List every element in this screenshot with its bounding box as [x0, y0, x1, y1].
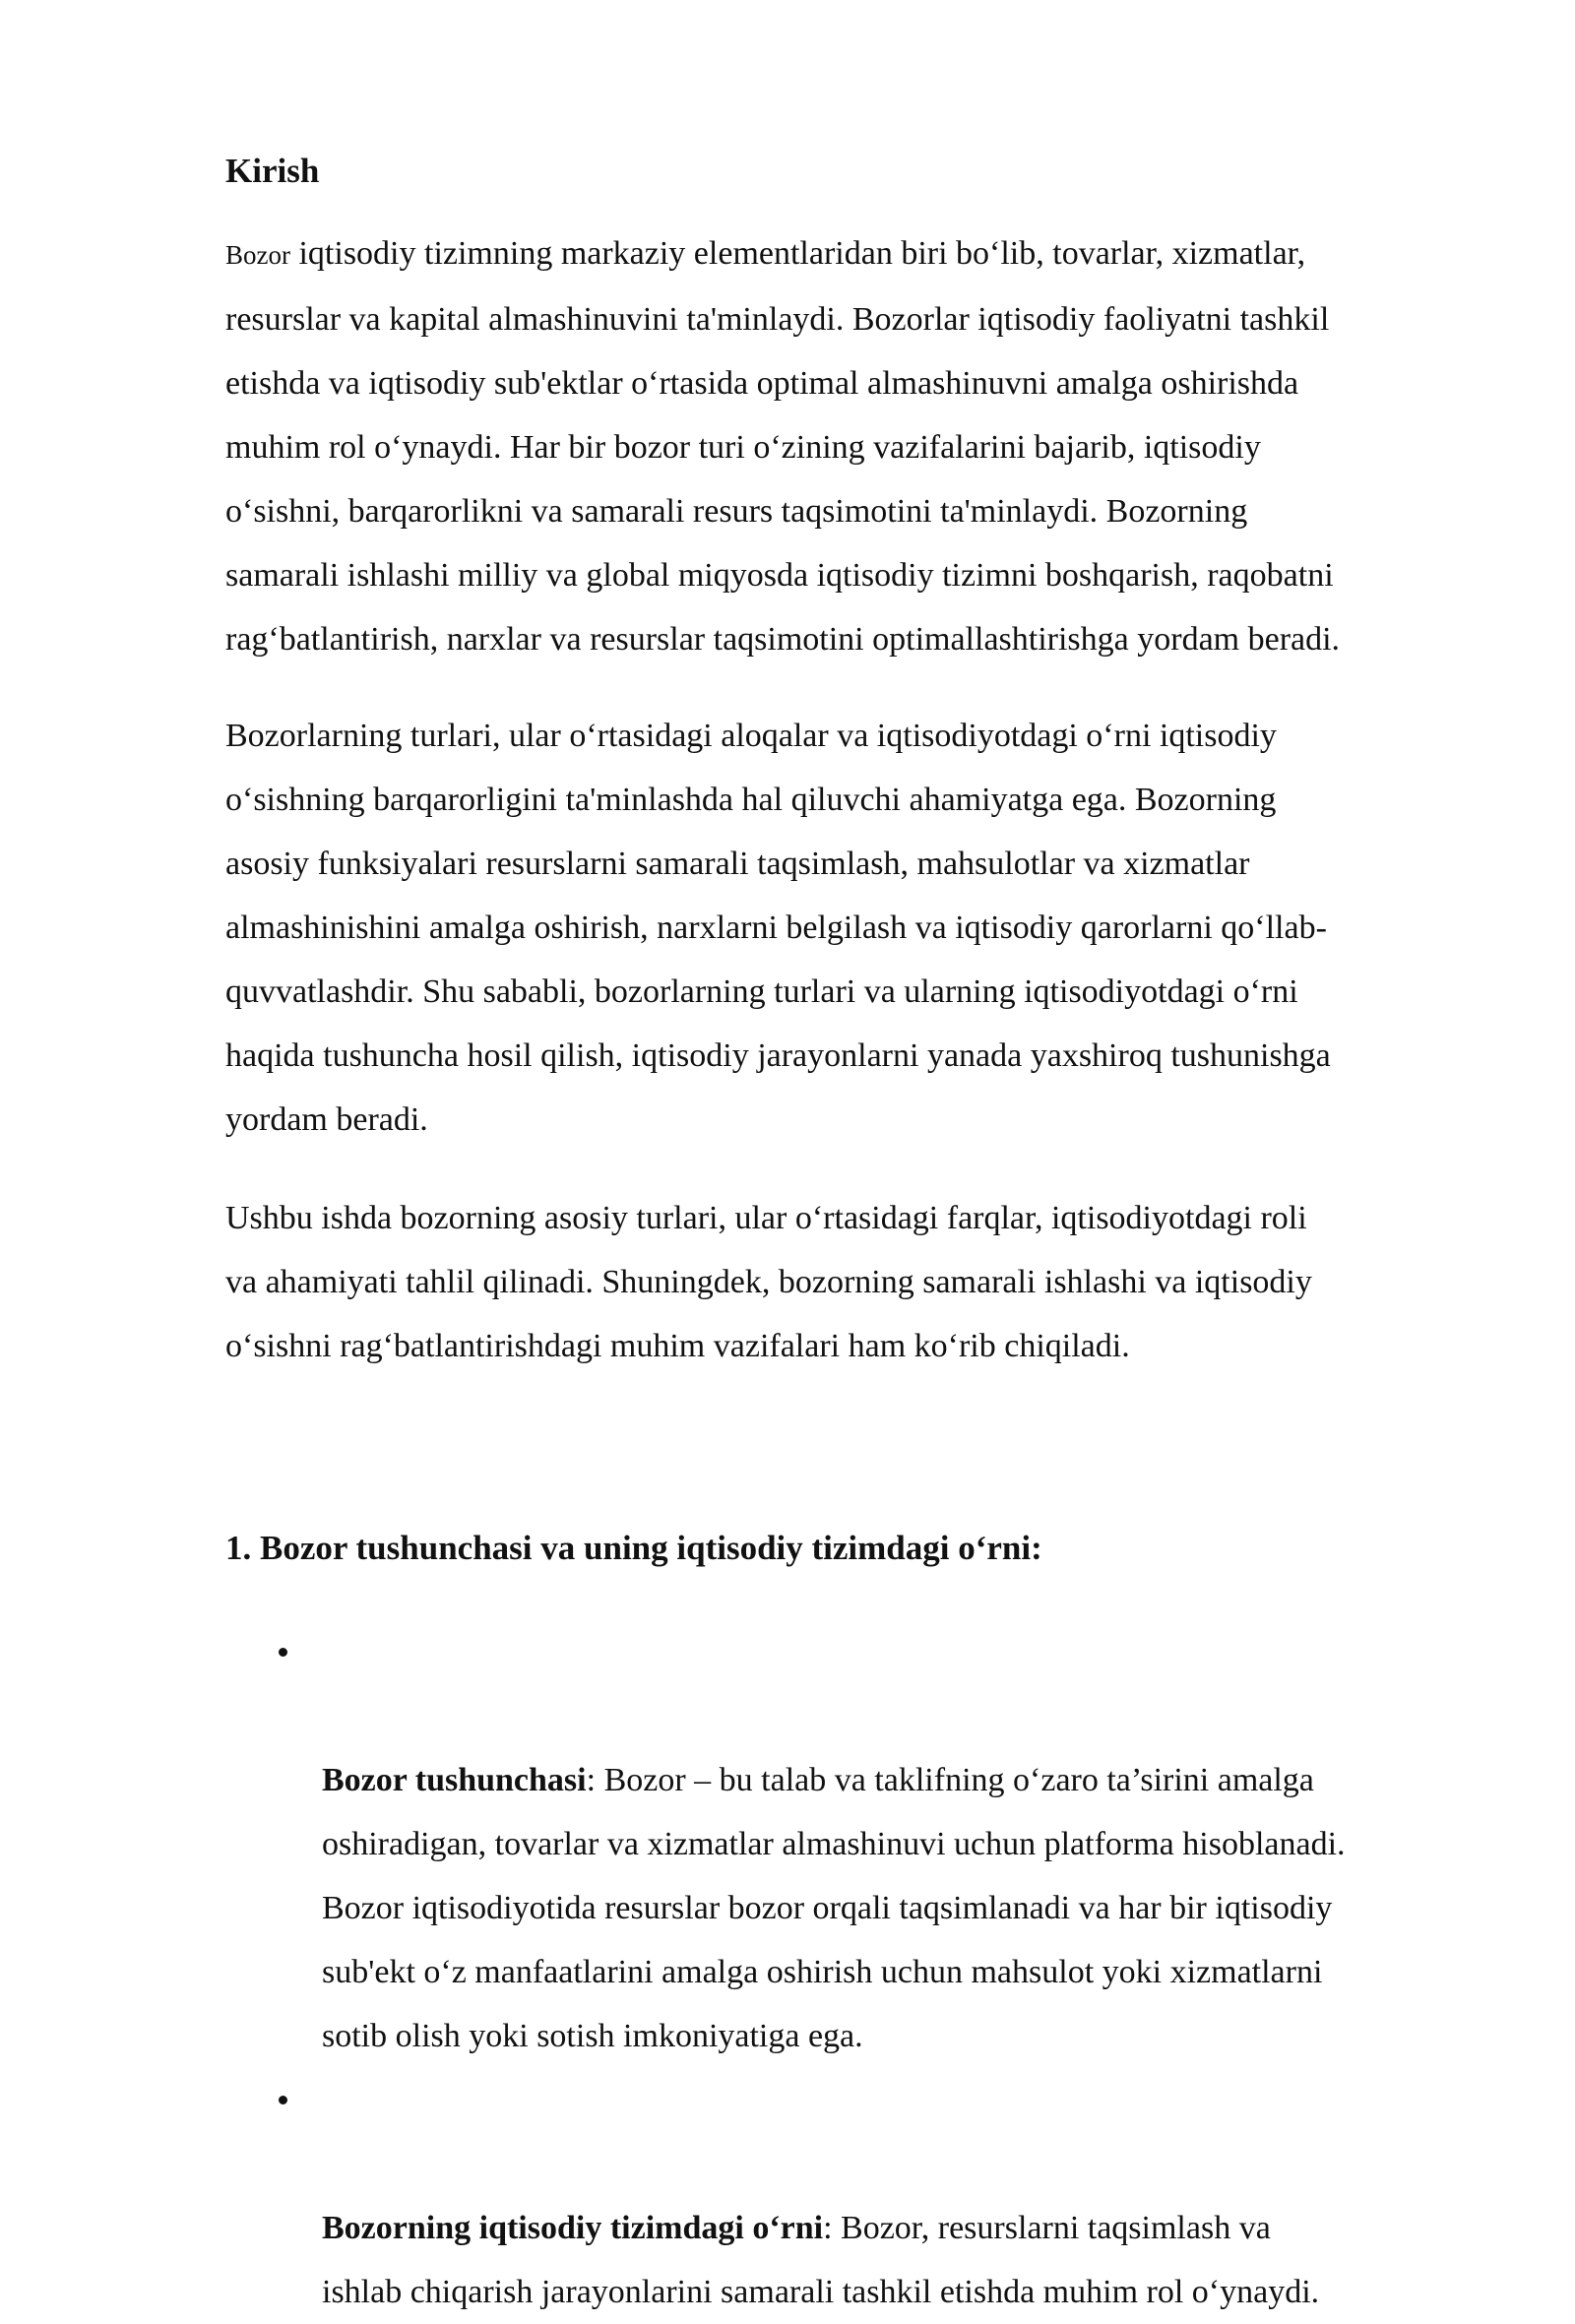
- bullet-dot-icon: [279, 2096, 287, 2104]
- bullet-term: Bozor tushunchasi: [322, 1762, 587, 1798]
- introduction-heading: Kirish: [225, 152, 320, 190]
- bullet-item-market-role: [225, 2068, 1485, 2324]
- bullet-text: : Bozor, resurslarni taqsimlash va ishlab chiqarish jarayonlarini samarali tashkil etishda muhim rol o‘ynaydi.: [322, 2210, 1320, 2310]
- intro-paragraph-2: Bozorlarning turlari, ular o‘rtasidagi aloqalar va iqtisodiyotdagi o‘rni iqtisodiy o‘sishning barqarorligini ta'minlashda hal qiluvchi ahamiyatga ega. Bozorning asosiy funksiyalari resurslarni samarali taqsimlash, mahsulotlar va xizmatlar almashinishini amalga oshirish, narxlarni belgilash va iqtisodiy qarorlarni qo‘llab- quvvatlashdir. Shu sababli, bozorlarning turlari va ularning iqtisodiyotdagi o‘rni haqida tushuncha hosil qilish, iqtisodiy jarayonlarni yanada yaxshiroq tushunishga yordam beradi.: [225, 718, 1331, 1138]
- bullet-item-market-concept: [225, 1620, 1485, 2068]
- bullet-term: Bozorning iqtisodiy tizimdagi o‘rni: [322, 2210, 824, 2246]
- intro-paragraph-3: Ushbu ishda bozorning asosiy turlari, ular o‘rtasidagi farqlar, iqtisodiyotdagi roli va ahamiyati tahlil qilinadi. Shuningdek, bozorning samarali ishlashi va iqtisodiy o‘sishni rag‘batlantirishdagi muhim vazifalari ham ko‘rib chiqiladi.: [225, 1200, 1312, 1364]
- paragraph-first-word: Bozor: [225, 240, 290, 270]
- bullet-text: : Bozor – bu talab va taklifning o‘zaro ta’sirini amalga oshiradigan, tovarlar va xizmatlar almashinuvi uchun platforma hisoblanadi. Bozor iqtisodiyotida resurslar bozor orqali taqsimlanadi va har bir iqtisodiy sub'ekt o‘z manfaatlarini amalga oshirish uchun mahsulot yoki xizmatlarni sotib olish yoki sotish imkoniyatiga ega.: [322, 1762, 1346, 2054]
- section-title: 1. Bozor tushunchasi va uning iqtisodiy tizimdagi o‘rni:: [225, 1529, 1042, 1567]
- intro-paragraph-1: [225, 221, 1340, 671]
- paragraph-text: iqtisodiy tizimning markaziy elementlaridan biri bo‘lib, tovarlar, xizmatlar, resurslar va kapital almashinuvini ta'minlaydi. Bozorlar iqtisodiy faoliyatni tashkil etishda va iqtisodiy sub'ektlar o‘rtasida optimal almashinuvni amalga oshirishda muhim rol o‘ynaydi. Har bir bozor turi o‘zining vazifalarini bajarib, iqtisodiy o‘sishni, barqarorlikni va samarali resurs taqsimotini ta'minlaydi. Bozorning samarali ishlashi milliy va global miqyosda iqtisodiy tizimni boshqarish, raqobatni rag‘batlantirish, narxlar va resurslar taqsimotini optimallashtirishga yordam beradi.: [225, 235, 1341, 658]
- bullet-dot-icon: [279, 1648, 287, 1657]
- bullet-list: [225, 1620, 1485, 2324]
